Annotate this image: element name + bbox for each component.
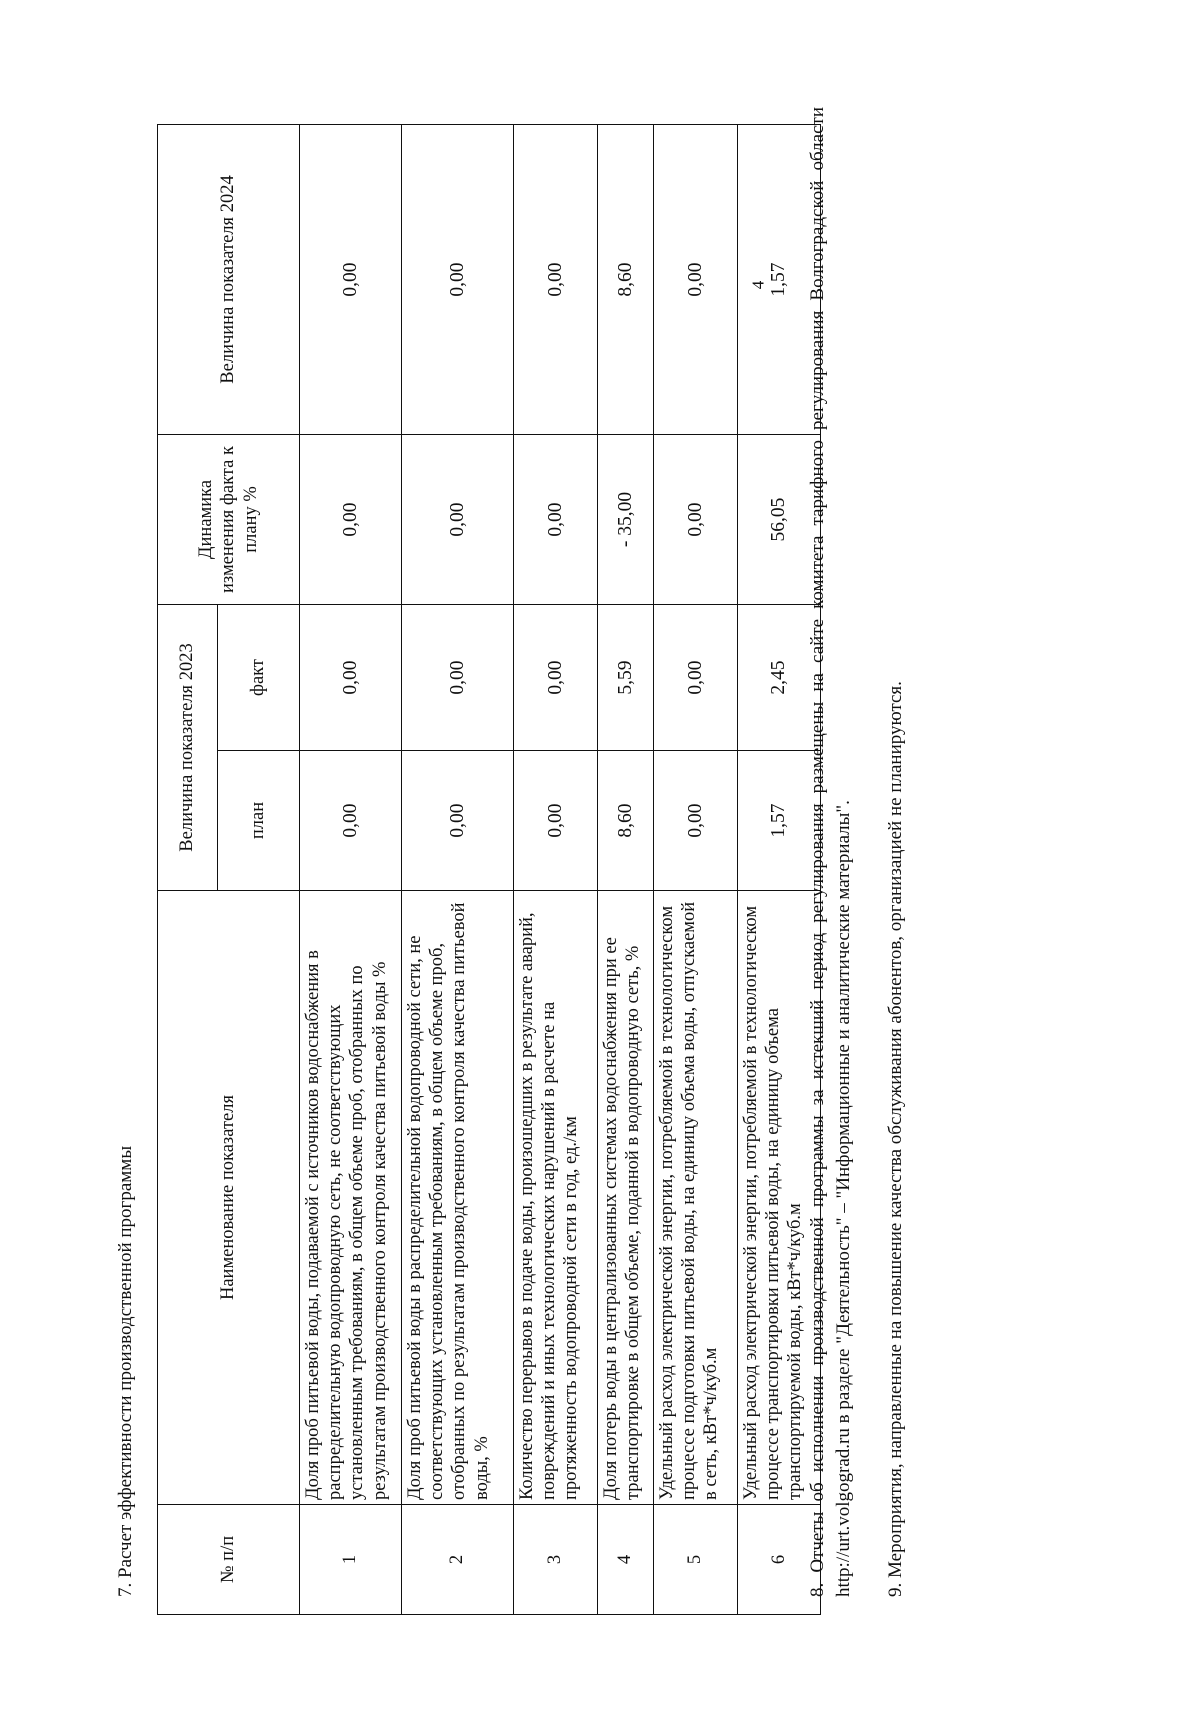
row-name: Удельный расход электрической энергии, потребляемой в технологическом процессе транспортировки питьевой воды, на единицу объема транспортируемой воды, кВт*ч/куб.м [738,891,821,1505]
efficiency-table [157,124,821,1615]
row-fact: 0,00 [402,605,514,751]
row-dynamics: 0,00 [402,435,514,605]
note-9-paragraph: 9. Мероприятия, направленные на повышение качества обслуживания абонентов, организацией не планируются. [885,681,906,1597]
header-num: № п/п [158,1505,300,1615]
row-num: 4 [598,1505,654,1615]
row-plan: 8,60 [598,751,654,891]
row-num: 3 [514,1505,598,1615]
row-plan: 1,57 [738,751,821,891]
header-name: Наименование показателя [158,891,300,1505]
header-row [158,125,218,1615]
row-dynamics: 0,00 [300,435,402,605]
row-value-2024: 0,00 [300,125,402,435]
row-name: Доля потерь воды в централизованных системах водоснабжения при ее транспортировке в общем объеме, поданной в водопроводную сеть, % [598,891,654,1505]
row-plan: 0,00 [654,751,738,891]
row-plan: 0,00 [300,751,402,891]
page-number: 4 [748,280,768,290]
row-name: Количество перерывов в подаче воды, произошедших в результате аварий, повреждений и иных технологических нарушений в расчете на протяженность водопроводной сети в год, ед./км [514,891,598,1505]
row-value-2024: 8,60 [598,125,654,435]
header-value-2024: Величина показателя 2024 [158,125,300,435]
row-plan: 0,00 [514,751,598,891]
row-value-2024: 0,00 [654,125,738,435]
section-title: 7. Расчет эффективности производственной программы [115,1145,136,1597]
header-dynamics: Динамика изменения факта к плану % [158,435,300,605]
row-name: Удельный расход электрической энергии, потребляемой в технологическом процессе подготовки питьевой воды, на единицу объема воды, отпускаемой в сеть, кВт*ч/куб.м [654,891,738,1505]
row-name: Доля проб питьевой воды в распределительной водопроводной сети, не соответствующих установленным требованиям, в общем объеме проб, отобранных по результатам производственного контроля качества питьевой воды, % [402,891,514,1505]
row-num: 1 [300,1505,402,1615]
table-row [514,125,598,1615]
row-name: Доля проб питьевой воды, подаваемой с источников водоснабжения в распределительную водопроводную сеть, не соответствующих установленным требованиям, в общем объеме проб, отобранных по результатам производственного контроля качества питьевой воды % [300,891,402,1505]
row-fact: 2,45 [738,605,821,751]
table-row [654,125,738,1615]
row-num: 5 [654,1505,738,1615]
header-value-2023: Величина показателя 2023 [158,605,218,891]
row-value-2024: 1,57 [738,125,821,435]
row-dynamics: 0,00 [654,435,738,605]
row-dynamics: - 35,00 [598,435,654,605]
row-fact: 0,00 [654,605,738,751]
row-dynamics: 0,00 [514,435,598,605]
table-row [598,125,654,1615]
row-plan: 0,00 [402,751,514,891]
row-num: 6 [738,1505,821,1615]
row-value-2024: 0,00 [402,125,514,435]
note-8-paragraph: 8. Отчеты об исполнении производственной программы за истекший период регулирования размещены на сайте комитета тарифного регулирования Волгоградской области http://urt.volgograd.ru в разделе "Деятельность" – "Информационные и аналитические материалы". [807,107,854,1597]
row-num: 2 [402,1505,514,1615]
row-fact: 0,00 [514,605,598,751]
header-plan: план [218,751,300,891]
row-dynamics: 56,05 [738,435,821,605]
header-fact: факт [218,605,300,751]
table-row [300,125,402,1615]
row-fact: 5,59 [598,605,654,751]
row-value-2024: 0,00 [514,125,598,435]
rotated-page-content [115,85,975,1615]
table-row [402,125,514,1615]
row-fact: 0,00 [300,605,402,751]
